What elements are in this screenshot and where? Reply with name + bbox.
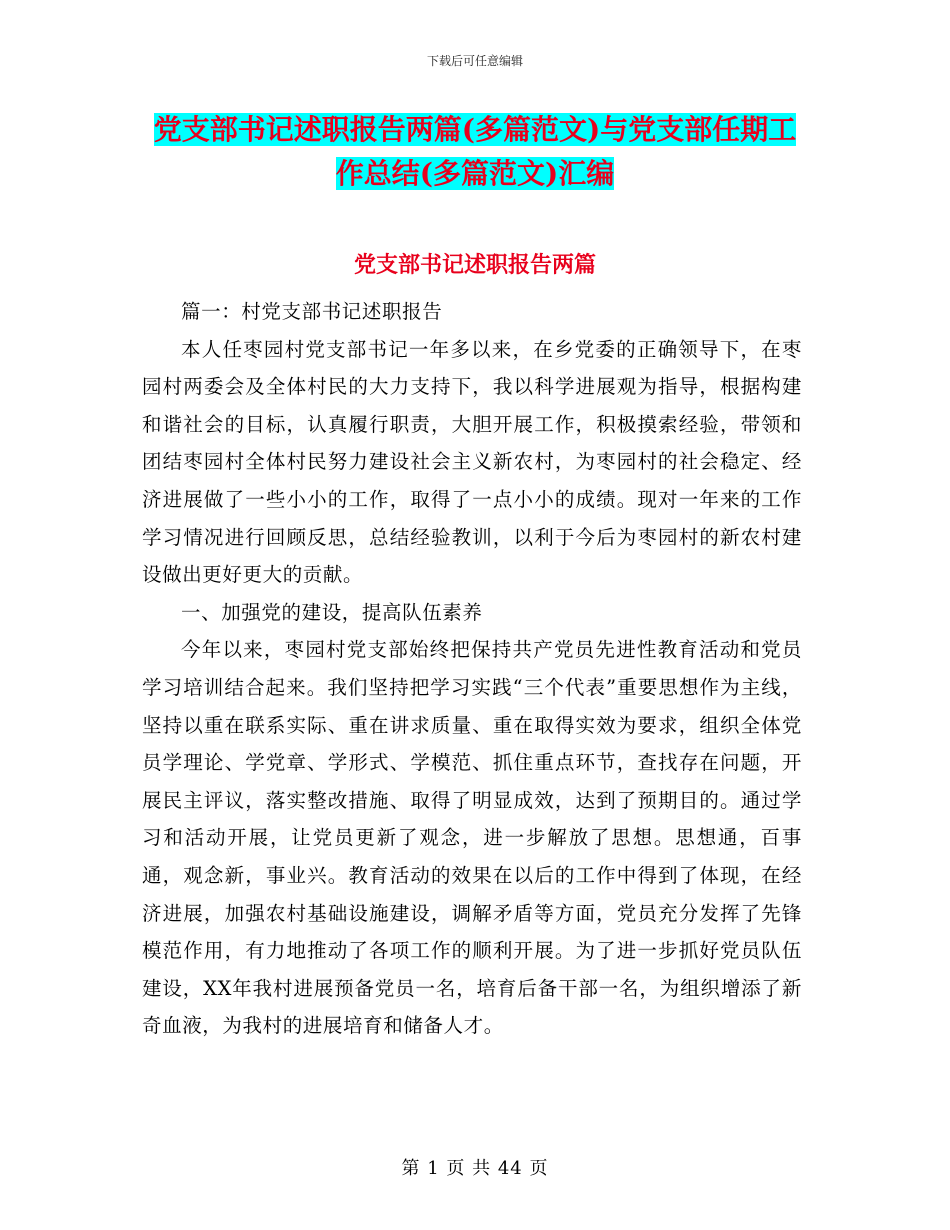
paragraph: 今年以来，枣园村党支部始终把保持共产党员先进性教育活动和党员学习培训结合起来。我们坚持把学习实践“三个代表”重要思想作为主线，坚持以重在联系实际、重在讲求质量、重在取得实效为要求，组织全体党员学理论、学党章、学形式、学模范、抓住重点环节，查找存在问题，开展民主评议，落实整改措施、取得了明显成效，达到了预期目的。通过学习和活动开展，让党员更新了观念，进一步解放了思想。思想通，百事通，观念新，事业兴。教育活动的效果在以后的工作中得到了体现，在经济进展，加强农村基础设施建设，调解矛盾等方面，党员充分发挥了先锋模范作用，有力地推动了各项工作的顺利开展。为了进一步抓好党员队伍建设，XX年我村进展预备党员一名，培育后备干部一名，为组织增添了新奇血液，为我村的进展培育和储备人才。	[142, 638, 802, 1038]
section-title: 党支部书记述职报告两篇	[353, 252, 596, 278]
document-body	[142, 293, 802, 1045]
document-title	[130, 108, 820, 196]
header-note: 下载后可任意编辑	[426, 54, 523, 68]
paragraph-heading: 一、加强党的建设，提高队伍素养	[181, 600, 483, 624]
document-title-line1: 党支部书记述职报告两篇(多篇范文)与党支部任期工	[153, 113, 797, 146]
document-title-line2: 作总结(多篇范文)汇编	[335, 157, 615, 190]
paragraph-subtitle: 篇一：村党支部书记述职报告	[181, 300, 443, 323]
paragraph: 本人任枣园村党支部书记一年多以来，在乡党委的正确领导下，在枣园村两委会及全体村民的大力支持下，我以科学进展观为指导，根据构建和谐社会的目标，认真履行职责，大胆开展工作，积极摸索经验，带领和团结枣园村全体村民努力建设社会主义新农村，为枣园村的社会稳定、经济进展做了一些小小的工作，取得了一点小小的成绩。现对一年来的工作学习情况进行回顾反思，总结经验教训，以利于今后为枣园村的新农村建设做出更好更大的贡献。	[142, 337, 802, 587]
page-number-footer: 第 1 页 共 44 页	[401, 1158, 549, 1179]
